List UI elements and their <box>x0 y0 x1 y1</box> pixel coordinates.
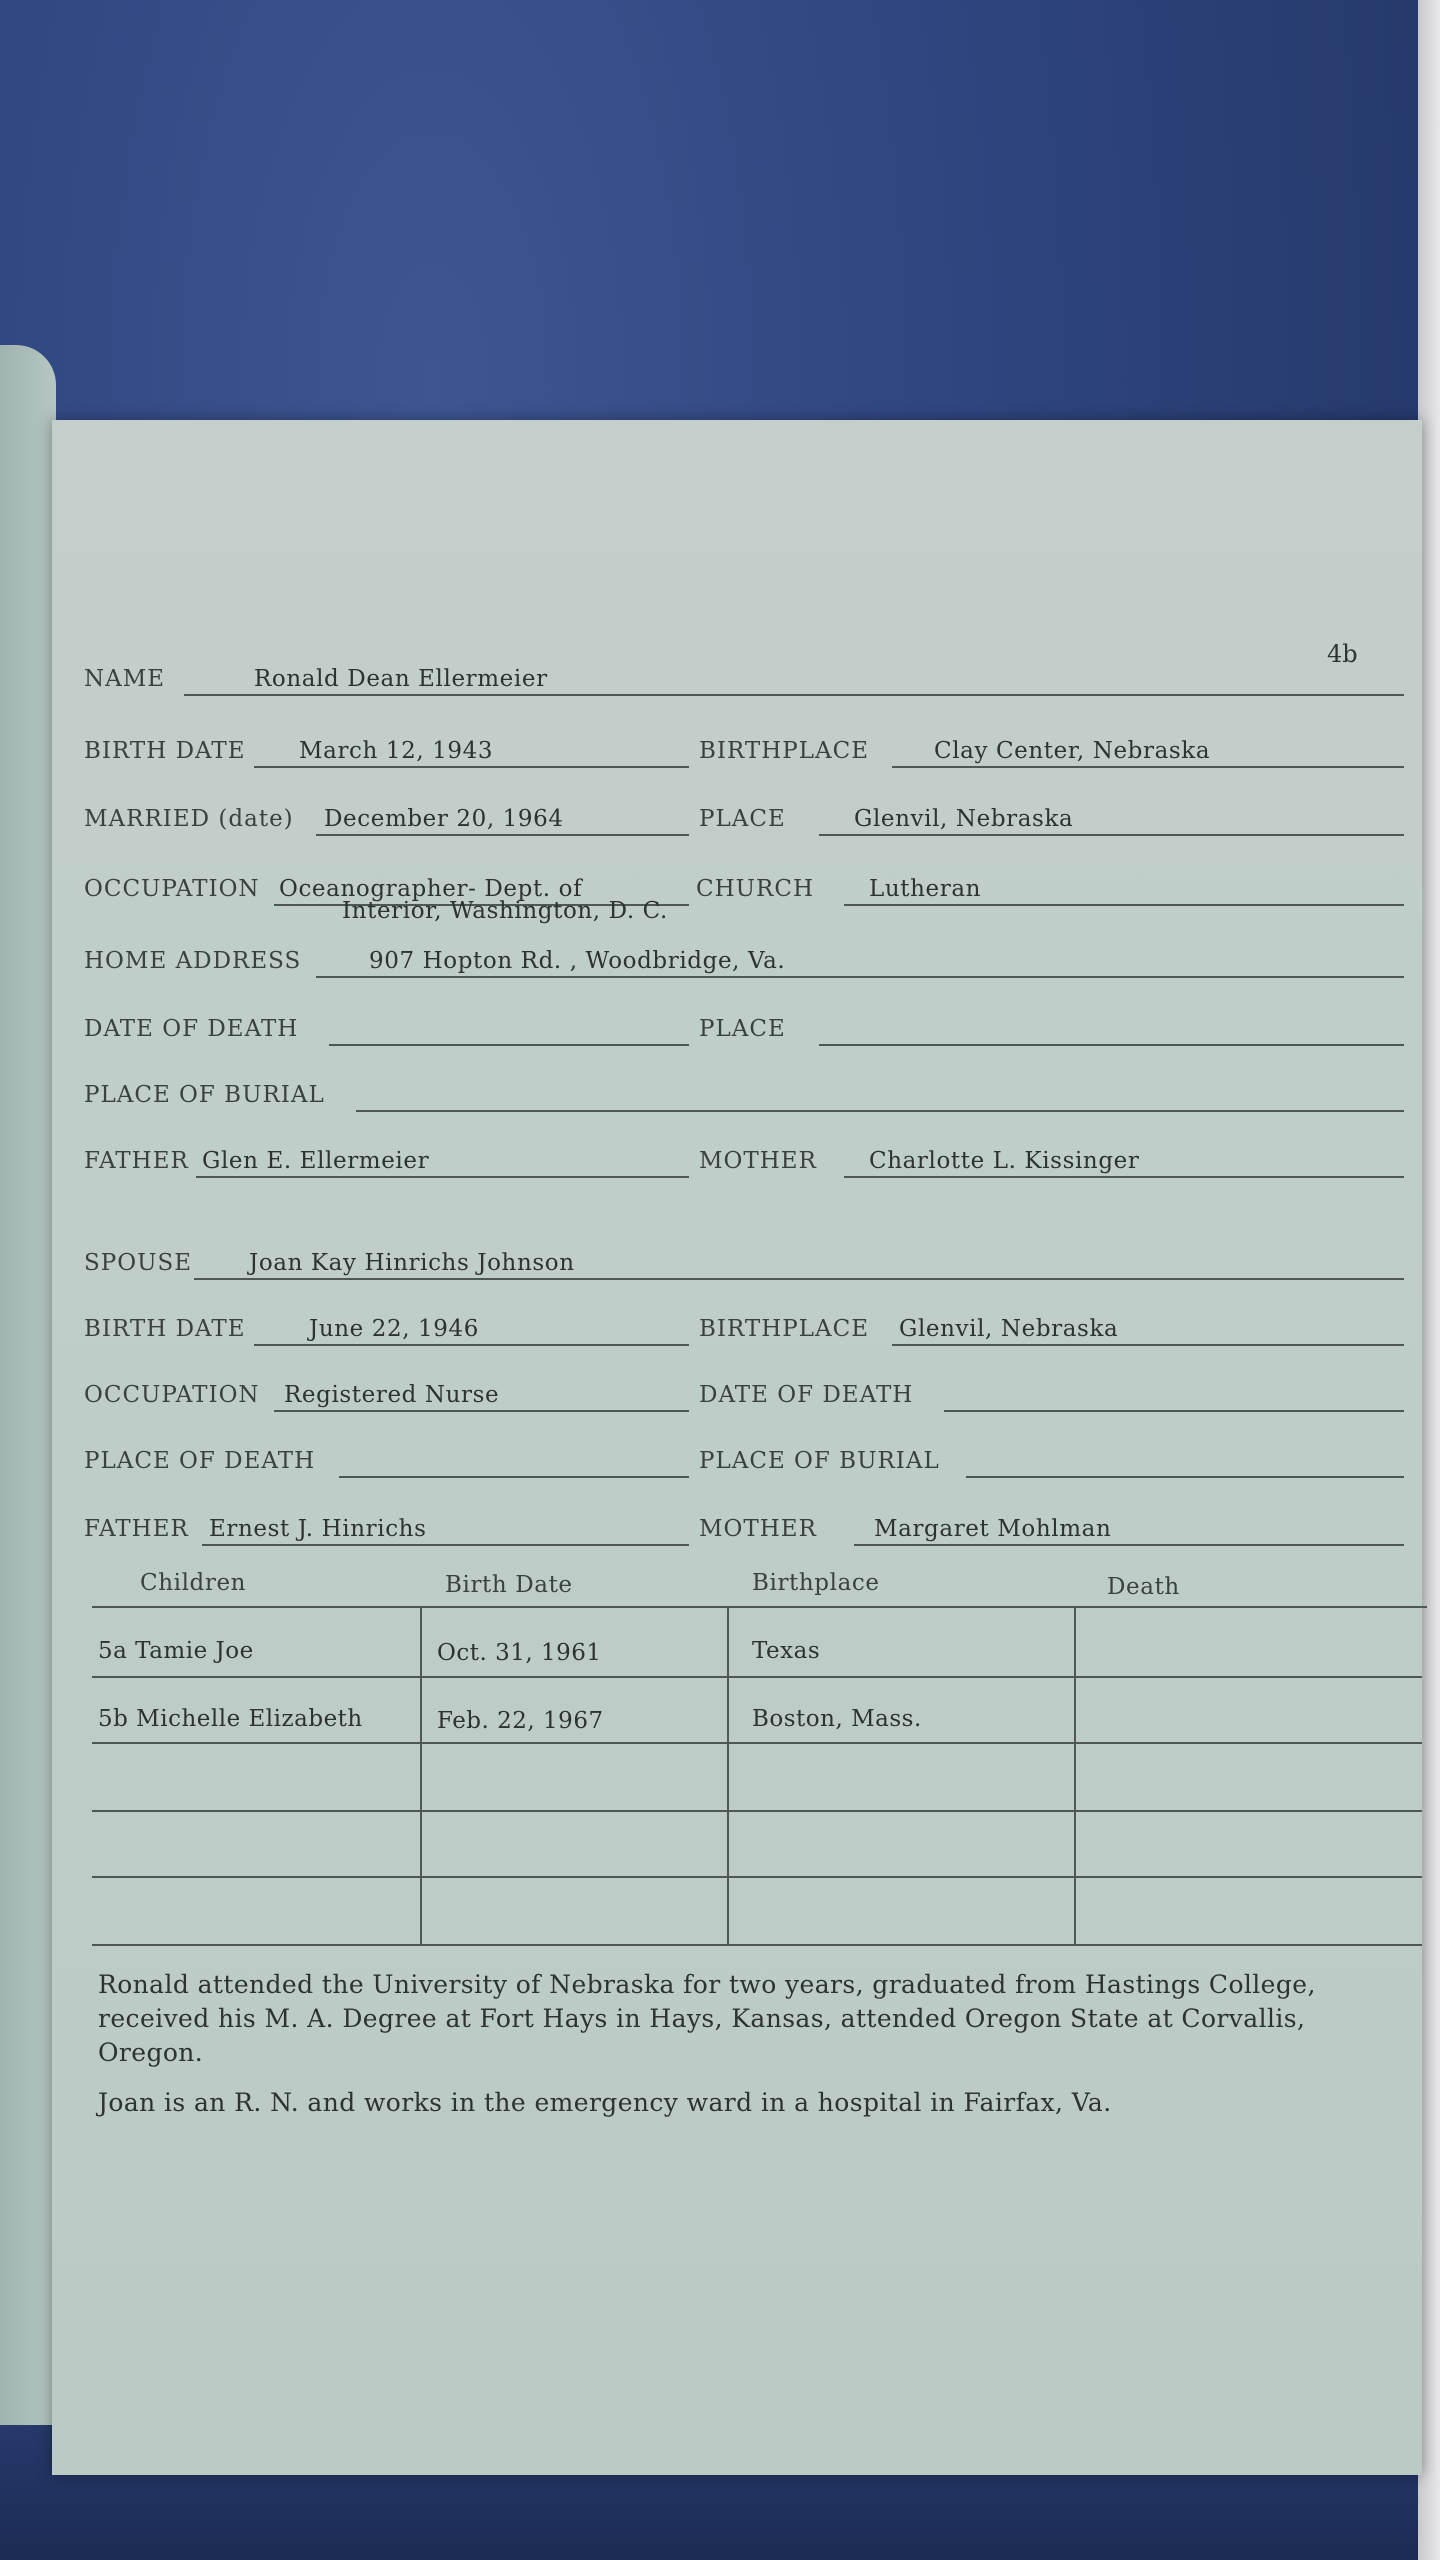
occupation-label: OCCUPATION <box>84 876 260 902</box>
table-row-rule-4 <box>92 1876 1422 1878</box>
spouse-birth-date-line <box>254 1344 689 1346</box>
burial-line <box>356 1110 1404 1112</box>
mother-label: MOTHER <box>699 1148 817 1174</box>
father-label: FATHER <box>84 1148 189 1174</box>
spouse-death-row <box>84 1438 1404 1478</box>
death-row <box>84 1006 1404 1046</box>
spouse-father-label: FATHER <box>84 1516 189 1542</box>
church-label: CHURCH <box>696 876 815 902</box>
death-place-label: PLACE <box>699 1016 786 1042</box>
spouse-occupation-line <box>274 1410 689 1412</box>
table-row-rule-1 <box>92 1676 1422 1678</box>
married-date-line <box>316 834 689 836</box>
married-date-value: December 20, 1964 <box>324 806 564 832</box>
table-header-birth-date: Birth Date <box>445 1572 573 1598</box>
church-value: Lutheran <box>869 876 982 902</box>
birth-row <box>84 728 1404 768</box>
mother-value: Charlotte L. Kissinger <box>869 1148 1140 1174</box>
previous-page-edge <box>0 345 56 2425</box>
table-header-children: Children <box>140 1570 247 1596</box>
married-place-value: Glenvil, Nebraska <box>854 806 1074 832</box>
notes-paragraph-education: Ronald attended the University of Nebraska for two years, graduated from Hastings College, received his M. A. Degree at Fort Hays in Hays, Kansas, attended Oregon State at Corvallis, Oregon. <box>98 1970 1316 2067</box>
spouse-occupation-value: Registered Nurse <box>284 1382 500 1408</box>
spouse-birth-date-label: BIRTH DATE <box>84 1316 246 1342</box>
birth-date-label: BIRTH DATE <box>84 738 246 764</box>
name-value: Ronald Dean Ellermeier <box>254 666 548 692</box>
married-place-line <box>819 834 1404 836</box>
married-place-label: PLACE <box>699 806 786 832</box>
spouse-occupation-label: OCCUPATION <box>84 1382 260 1408</box>
burial-label: PLACE OF BURIAL <box>84 1082 325 1108</box>
spouse-label: SPOUSE <box>84 1250 193 1276</box>
child-birthplace: Texas <box>752 1638 821 1664</box>
spouse-father-line <box>202 1544 689 1546</box>
spouse-occupation-row <box>84 1372 1404 1412</box>
birthplace-value: Clay Center, Nebraska <box>934 738 1211 764</box>
table-col-rule-2 <box>727 1608 729 1944</box>
child-name: 5b Michelle Elizabeth <box>98 1706 363 1732</box>
page-number: 4b <box>1327 640 1358 668</box>
spouse-father-value: Ernest J. Hinrichs <box>209 1516 427 1542</box>
occupation-row <box>84 866 1404 906</box>
birth-date-value: March 12, 1943 <box>299 738 494 764</box>
spouse-place-of-death-line <box>339 1476 689 1478</box>
table-header-birthplace: Birthplace <box>752 1570 880 1596</box>
child-name: 5a Tamie Joe <box>98 1638 254 1664</box>
home-address-row <box>84 938 1404 978</box>
record-sheet <box>52 420 1422 2475</box>
date-of-death-label: DATE OF DEATH <box>84 1016 299 1042</box>
church-line <box>844 904 1404 906</box>
spouse-burial-label: PLACE OF BURIAL <box>699 1448 940 1474</box>
spouse-line <box>194 1278 1404 1280</box>
table-row-rule-2 <box>92 1742 1422 1744</box>
spouse-date-of-death-line <box>944 1410 1404 1412</box>
spouse-mother-label: MOTHER <box>699 1516 817 1542</box>
spouse-name-value: Joan Kay Hinrichs Johnson <box>249 1250 575 1276</box>
spouse-parents-row <box>84 1506 1404 1546</box>
spouse-birthplace-value: Glenvil, Nebraska <box>899 1316 1119 1342</box>
table-col-rule-1 <box>420 1608 422 1944</box>
table-row-rule-3 <box>92 1810 1422 1812</box>
father-line <box>196 1176 689 1178</box>
spouse-birthplace-line <box>892 1344 1404 1346</box>
birthplace-label: BIRTHPLACE <box>699 738 870 764</box>
name-row <box>84 656 1404 696</box>
burial-row <box>84 1072 1404 1112</box>
spouse-row <box>84 1240 1404 1280</box>
birthplace-line <box>892 766 1404 768</box>
spouse-mother-value: Margaret Mohlman <box>874 1516 1112 1542</box>
parents-row <box>84 1138 1404 1178</box>
birth-date-line <box>254 766 689 768</box>
spouse-burial-line <box>966 1476 1404 1478</box>
table-header-rule <box>92 1606 1427 1608</box>
notes-paragraph-occupation: Joan is an R. N. and works in the emergency ward in a hospital in Fairfax, Va. <box>98 2088 1112 2117</box>
spouse-place-of-death-label: PLACE OF DEATH <box>84 1448 316 1474</box>
death-place-line <box>819 1044 1404 1046</box>
spouse-birth-row <box>84 1306 1404 1346</box>
spouse-mother-line <box>854 1544 1404 1546</box>
child-birth-date: Feb. 22, 1967 <box>437 1708 604 1734</box>
mother-line <box>844 1176 1404 1178</box>
married-row <box>84 796 1404 836</box>
table-header-death: Death <box>1107 1574 1180 1600</box>
spouse-date-of-death-label: DATE OF DEATH <box>699 1382 914 1408</box>
name-label: NAME <box>84 666 166 692</box>
spouse-birthplace-label: BIRTHPLACE <box>699 1316 870 1342</box>
spouse-birth-date-value: June 22, 1946 <box>309 1316 479 1342</box>
table-row-rule-5 <box>92 1944 1422 1946</box>
occupation-value-line1: Oceanographer- Dept. of <box>279 876 583 902</box>
occupation-value-line2: Interior, Washington, D. C. <box>342 898 668 924</box>
name-line <box>184 694 1404 696</box>
child-birth-date: Oct. 31, 1961 <box>437 1640 602 1666</box>
table-col-rule-3 <box>1074 1608 1076 1944</box>
home-address-label: HOME ADDRESS <box>84 948 302 974</box>
date-of-death-line <box>329 1044 689 1046</box>
home-address-line <box>316 976 1404 978</box>
married-label: MARRIED (date) <box>84 806 294 832</box>
child-birthplace: Boston, Mass. <box>752 1706 922 1732</box>
home-address-value: 907 Hopton Rd. , Woodbridge, Va. <box>369 948 786 974</box>
father-value: Glen E. Ellermeier <box>202 1148 430 1174</box>
